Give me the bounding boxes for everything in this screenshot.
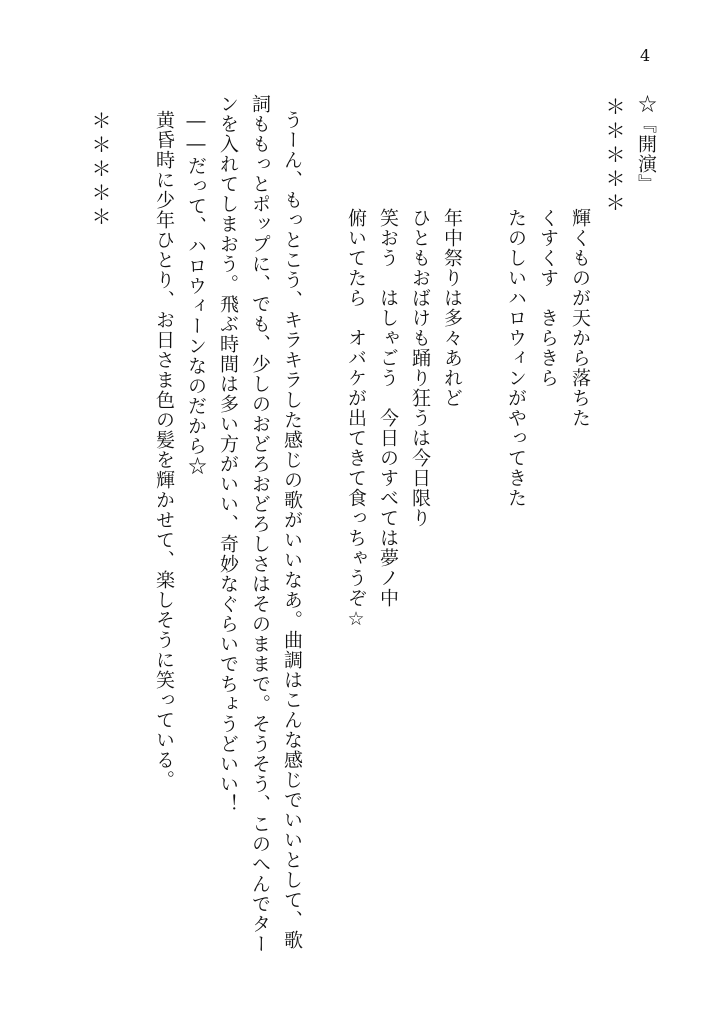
lyric-line: 俯いてたら オバケが出てきて食っちゃうぞ☆ — [345, 208, 367, 631]
prose-line: 詞ももっとポップに、でも、少しのおどろおどろしさはそのままで。そうそう、このへんでター — [249, 94, 271, 954]
footer-stars: ＊＊＊＊＊ — [88, 110, 112, 230]
lyric-line: ひともおばけも踊り狂うは今日限り — [409, 208, 431, 528]
prose-line: ――だって、ハロウィーンなのだから☆ — [185, 110, 207, 476]
lyric-line: たのしいハロウィンがやってきた — [505, 208, 527, 508]
prose-line: ンを入れてしまおう。飛ぶ時間は多い方がいい、奇妙なぐらいでちょうどいい！ — [217, 94, 239, 814]
lyric-line: 輝くものが天から落ちた — [569, 208, 591, 428]
page-number: 4 — [640, 46, 651, 65]
lyric-line: くすくす きらきら — [537, 208, 559, 388]
prose-line: 黄昏時に少年ひとり、お日さま色の髪を輝かせて、楽しそうに笑っている。 — [153, 110, 175, 790]
heading-stars: ＊＊＊＊＊ — [602, 96, 626, 216]
prose-line: うーん、もっとこう、キラキラした感じの歌がいいなあ。曲調はこんな感じでいいとして、歌 — [281, 110, 303, 950]
heading-title: ☆『開演』 — [635, 94, 657, 194]
lyric-line: 笑おう はしゃごう 今日のすべては夢ノ中 — [377, 208, 399, 608]
lyric-line: 年中祭りは多々あれど — [441, 208, 463, 408]
